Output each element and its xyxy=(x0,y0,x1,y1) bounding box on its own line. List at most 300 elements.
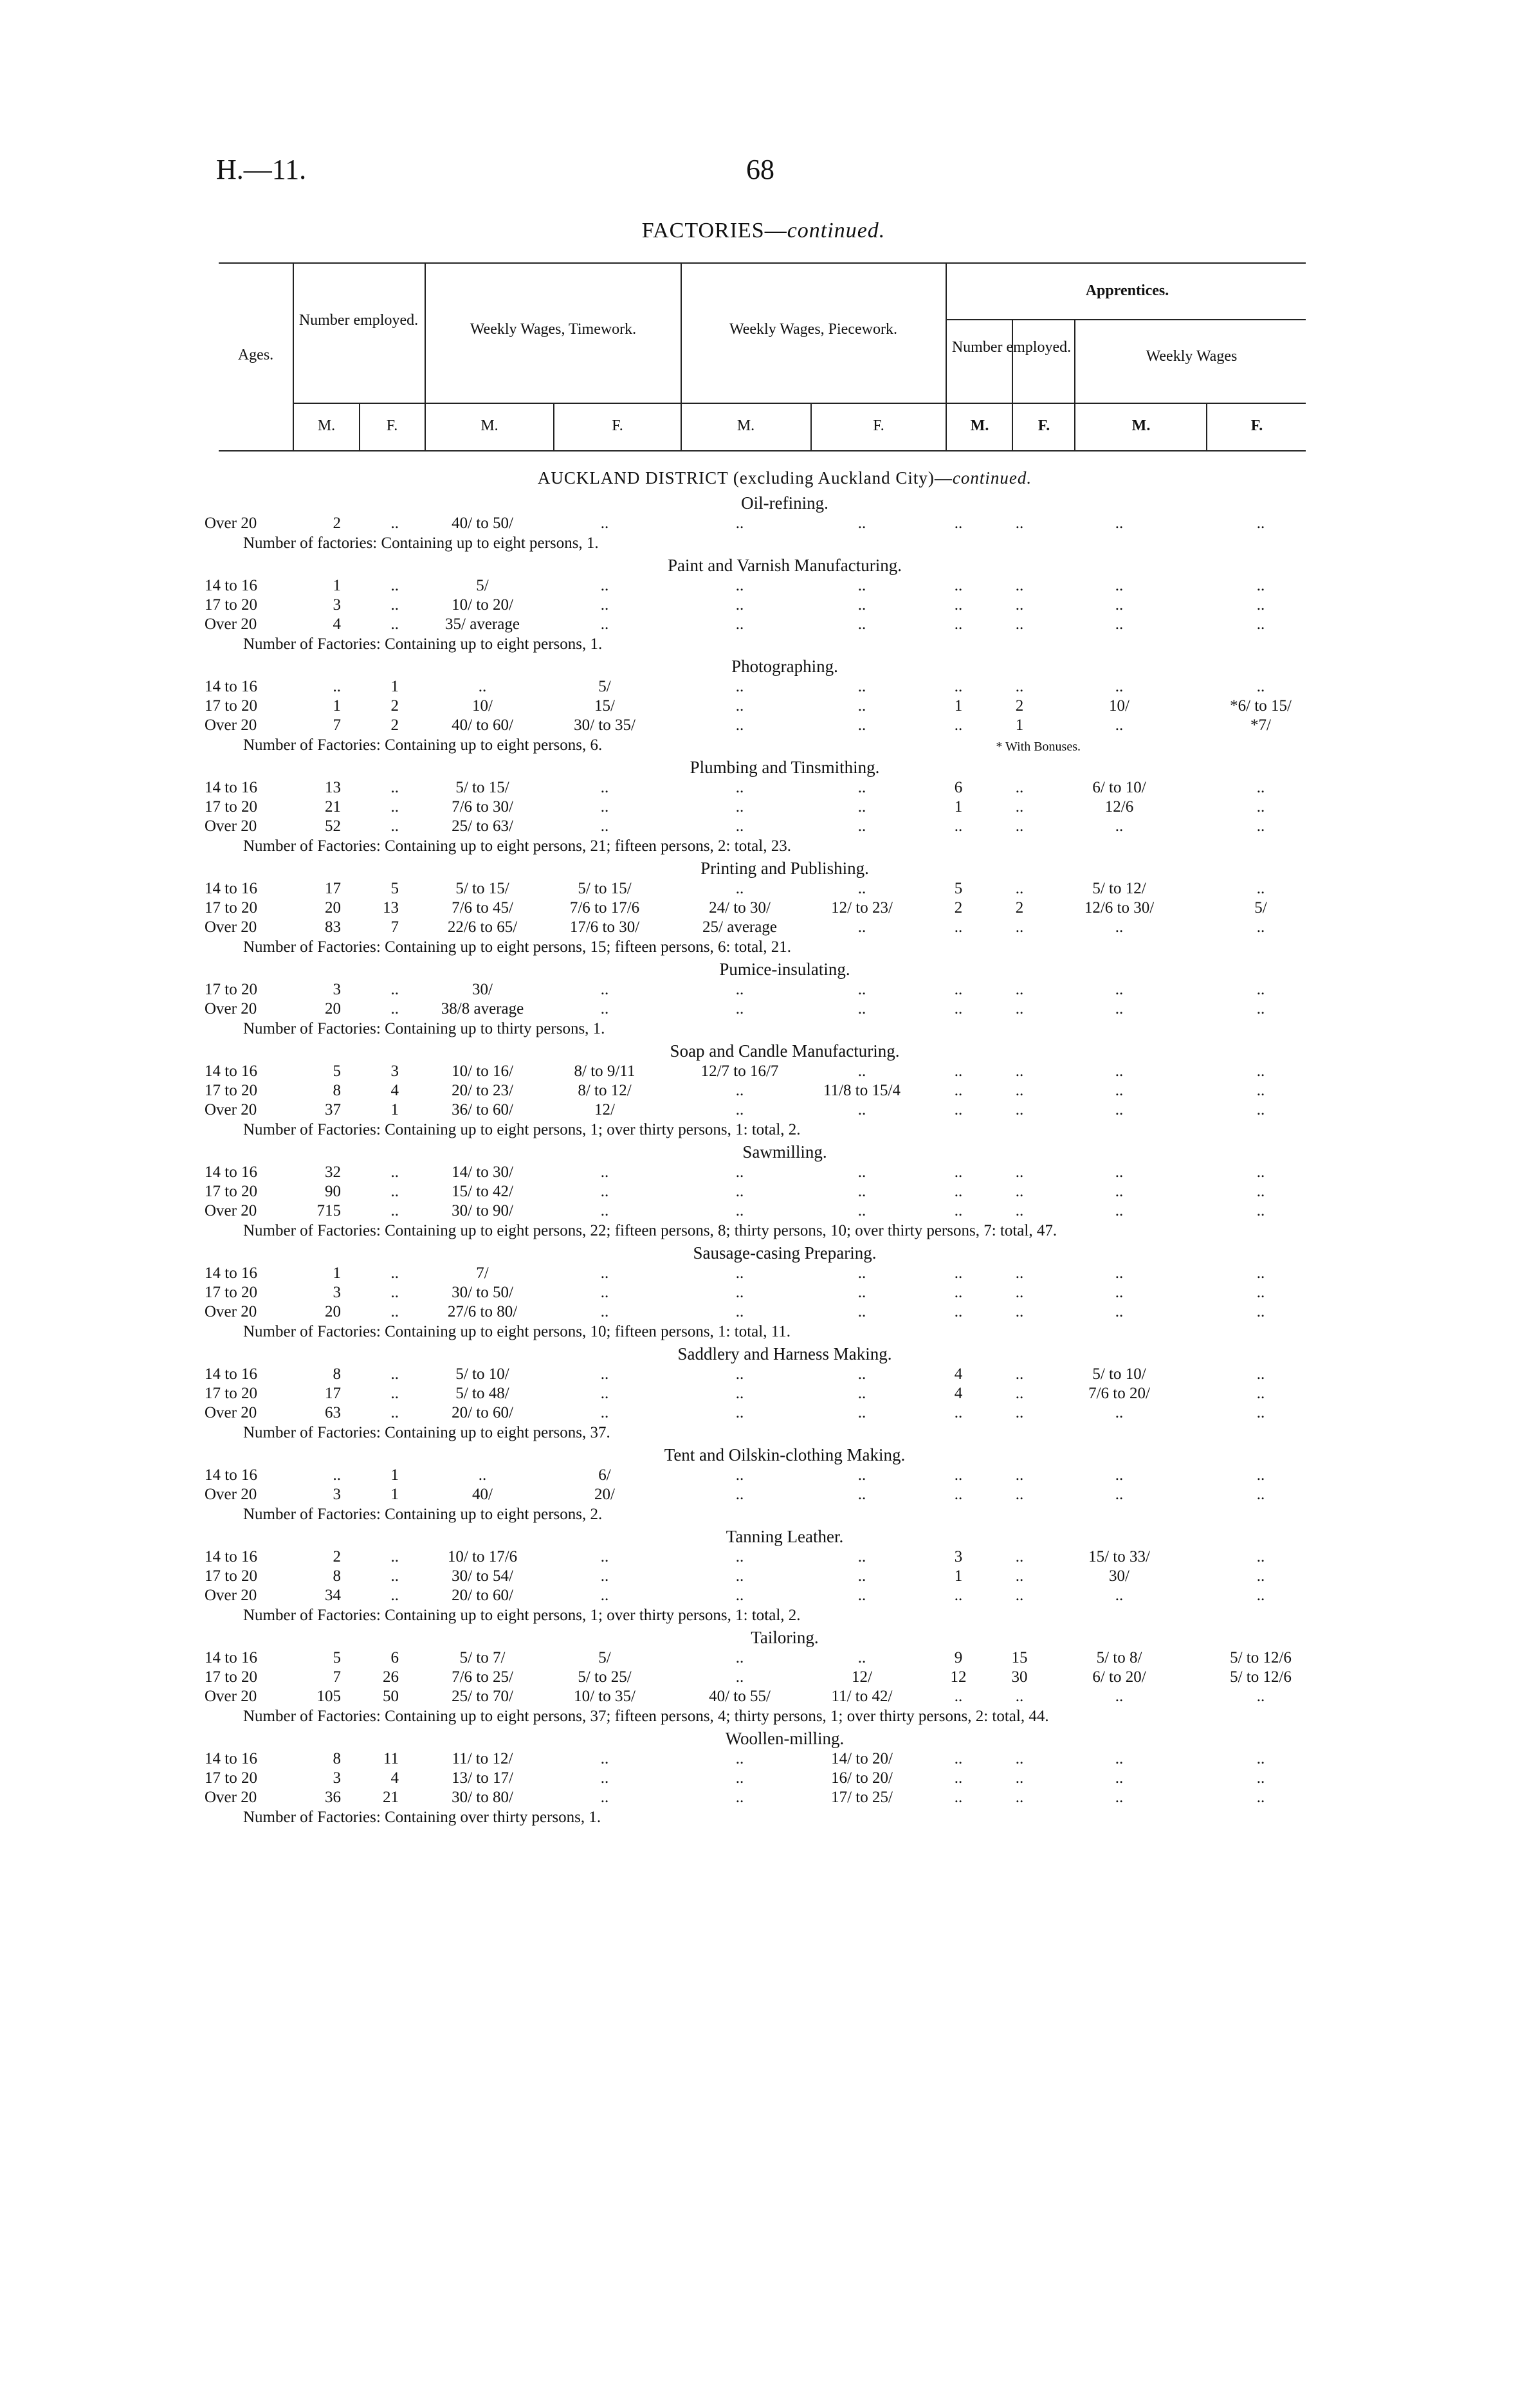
cell-piecework-f: .. xyxy=(857,1264,866,1282)
cell-number-f: 4 xyxy=(390,1769,399,1787)
cell-piecework-m: .. xyxy=(735,1284,744,1301)
cell-timework-f: 5/ xyxy=(598,1649,611,1666)
cell-apprentice-wages-f: .. xyxy=(1256,515,1265,532)
cell-apprentice-wages-m: .. xyxy=(1115,577,1124,594)
factory-count-note: Number of Factories: Containing up to eight persons, 1; over thirty persons, 1: total, 2. xyxy=(243,1121,801,1138)
cell-apprentice-wages-m: 6/ to 20/ xyxy=(1092,1668,1146,1686)
factory-count-note: Number of Factories: Containing up to eight persons, 6. xyxy=(243,736,603,754)
cell-piecework-m: .. xyxy=(735,1649,744,1666)
cell-apprentice-wages-m: .. xyxy=(1115,1466,1124,1484)
cell-number-m: 2 xyxy=(333,515,341,532)
cell-age: 14 to 16 xyxy=(205,577,257,594)
cell-apprentice-number-m: .. xyxy=(954,981,963,998)
cell-timework-m: 30/ xyxy=(472,981,493,998)
cell-age: 14 to 16 xyxy=(205,1163,257,1181)
factory-count-note: Number of Factories: Containing up to eight persons, 37. xyxy=(243,1424,610,1441)
col-f: F. xyxy=(386,417,398,434)
cell-piecework-f: .. xyxy=(857,1567,866,1585)
cell-piecework-m: 25/ average xyxy=(702,918,777,936)
document-reference: H.—11. xyxy=(216,154,307,185)
cell-apprentice-wages-f: .. xyxy=(1256,817,1265,835)
cell-piecework-f: 12/ xyxy=(852,1668,872,1686)
table-row xyxy=(193,779,1325,798)
cell-apprentice-number-m: .. xyxy=(954,515,963,532)
cell-piecework-m: .. xyxy=(735,1486,744,1503)
cell-timework-f: .. xyxy=(600,1548,609,1565)
cell-number-m: 36 xyxy=(325,1789,341,1806)
cell-apprentice-number-f: .. xyxy=(1015,1789,1024,1806)
cell-piecework-m: .. xyxy=(735,1466,744,1484)
col-appr-wages: Weekly Wages xyxy=(1146,348,1238,365)
cell-apprentice-wages-m: 30/ xyxy=(1109,1567,1129,1585)
table-row xyxy=(193,899,1325,918)
cell-number-m: 17 xyxy=(325,1385,341,1402)
cell-apprentice-number-m: .. xyxy=(954,1163,963,1181)
cell-apprentice-number-m: 5 xyxy=(954,880,963,897)
cell-number-m: 20 xyxy=(325,899,341,917)
cell-number-m: 8 xyxy=(333,1365,341,1383)
cell-apprentice-number-m: .. xyxy=(954,1404,963,1421)
cell-apprentice-number-f: .. xyxy=(1015,1063,1024,1080)
cell-apprentice-number-m: 4 xyxy=(954,1365,963,1383)
cell-number-f: 1 xyxy=(390,678,399,695)
cell-timework-m: 11/ to 12/ xyxy=(452,1750,513,1767)
cell-timework-m: 7/6 to 30/ xyxy=(452,798,513,816)
cell-apprentice-wages-m: .. xyxy=(1115,1202,1124,1219)
col-weekly-piece: Weekly Wages, Piecework. xyxy=(729,321,897,338)
cell-timework-m: 5/ to 15/ xyxy=(455,779,509,796)
cell-age: 17 to 20 xyxy=(205,1183,257,1200)
cell-apprentice-number-m: .. xyxy=(954,1284,963,1301)
cell-age: Over 20 xyxy=(205,716,257,734)
cell-apprentice-number-f: .. xyxy=(1015,817,1024,835)
cell-apprentice-number-m: .. xyxy=(954,616,963,633)
cell-apprentice-number-f: .. xyxy=(1015,1466,1024,1484)
cell-number-f: .. xyxy=(390,817,399,835)
cell-piecework-m: .. xyxy=(735,1000,744,1017)
cell-number-f: .. xyxy=(390,1202,399,1219)
factory-count-note: Number of Factories: Containing up to eight persons, 10; fifteen persons, 1: total, 11. xyxy=(243,1323,791,1340)
cell-apprentice-wages-f: .. xyxy=(1256,1466,1265,1484)
cell-number-m: 8 xyxy=(333,1082,341,1099)
cell-age: 17 to 20 xyxy=(205,596,257,614)
cell-apprentice-wages-f: .. xyxy=(1256,798,1265,816)
cell-piecework-m: .. xyxy=(735,1183,744,1200)
cell-timework-m: 7/6 to 25/ xyxy=(452,1668,513,1686)
cell-apprentice-wages-m: 6/ to 10/ xyxy=(1092,779,1146,796)
cell-number-f: .. xyxy=(390,1303,399,1320)
cell-number-m: 21 xyxy=(325,798,341,816)
cell-apprentice-wages-f: .. xyxy=(1256,1063,1265,1080)
table-row xyxy=(193,577,1325,596)
industry-title: Saddlery and Harness Making. xyxy=(677,1344,892,1364)
cell-number-f: .. xyxy=(390,616,399,633)
cell-piecework-m: .. xyxy=(735,1101,744,1118)
cell-number-f: .. xyxy=(390,515,399,532)
cell-apprentice-number-m: .. xyxy=(954,1486,963,1503)
table-row xyxy=(193,1548,1325,1567)
cell-timework-m: .. xyxy=(478,678,487,695)
cell-age: Over 20 xyxy=(205,1303,257,1320)
cell-number-f: 2 xyxy=(390,697,399,715)
factory-count-note: Number of Factories: Containing up to eight persons, 1. xyxy=(243,635,603,653)
cell-timework-f: .. xyxy=(600,1567,609,1585)
cell-timework-m: 20/ to 60/ xyxy=(452,1404,513,1421)
cell-apprentice-wages-m: .. xyxy=(1115,1101,1124,1118)
table-row xyxy=(193,817,1325,837)
cell-number-f: .. xyxy=(390,981,399,998)
cell-piecework-m: .. xyxy=(735,1303,744,1320)
cell-timework-m: .. xyxy=(478,1466,487,1484)
cell-number-f: .. xyxy=(390,1183,399,1200)
cell-piecework-f: .. xyxy=(857,779,866,796)
cell-number-m: 37 xyxy=(325,1101,341,1118)
cell-timework-f: 8/ to 12/ xyxy=(578,1082,632,1099)
cell-apprentice-number-f: .. xyxy=(1015,1183,1024,1200)
cell-timework-m: 30/ to 90/ xyxy=(452,1202,513,1219)
table-row xyxy=(193,1101,1325,1120)
cell-apprentice-wages-m: 5/ to 12/ xyxy=(1092,880,1146,897)
column-header xyxy=(219,262,1306,454)
cell-apprentice-wages-m: .. xyxy=(1115,1082,1124,1099)
cell-apprentice-number-m: .. xyxy=(954,1769,963,1787)
cell-apprentice-wages-f: .. xyxy=(1256,616,1265,633)
district-heading-italic: continued. xyxy=(952,468,1032,488)
cell-apprentice-number-m: .. xyxy=(954,817,963,835)
cell-number-m: 34 xyxy=(325,1587,341,1604)
industry-section xyxy=(193,960,1325,1039)
cell-piecework-m: .. xyxy=(735,1769,744,1787)
cell-apprentice-wages-m: 5/ to 8/ xyxy=(1096,1649,1142,1666)
cell-number-m: 17 xyxy=(325,880,341,897)
cell-piecework-m: .. xyxy=(735,880,744,897)
cell-apprentice-wages-f: .. xyxy=(1256,981,1265,998)
cell-piecework-f: .. xyxy=(857,817,866,835)
cell-age: Over 20 xyxy=(205,1000,257,1017)
cell-number-f: .. xyxy=(390,1284,399,1301)
col-m: M. xyxy=(480,417,498,434)
cell-timework-m: 5/ to 15/ xyxy=(455,880,509,897)
cell-piecework-m: .. xyxy=(735,798,744,816)
col-m: M. xyxy=(970,417,989,434)
cell-number-f: 3 xyxy=(390,1063,399,1080)
cell-apprentice-wages-m: .. xyxy=(1115,616,1124,633)
cell-apprentice-wages-f: .. xyxy=(1256,1385,1265,1402)
cell-timework-f: .. xyxy=(600,1385,609,1402)
table-row xyxy=(193,678,1325,697)
table-row xyxy=(193,1668,1325,1688)
col-f: F. xyxy=(612,417,623,434)
cell-piecework-m: .. xyxy=(735,716,744,734)
cell-timework-f: 8/ to 9/11 xyxy=(574,1063,635,1080)
cell-piecework-f: .. xyxy=(857,880,866,897)
industry-title: Printing and Publishing. xyxy=(700,859,869,878)
cell-apprentice-wages-f: .. xyxy=(1256,918,1265,936)
cell-number-m: 5 xyxy=(333,1649,341,1666)
cell-piecework-f: .. xyxy=(857,1183,866,1200)
col-weekly-time: Weekly Wages, Timework. xyxy=(470,321,637,338)
cell-apprentice-number-m: .. xyxy=(954,1000,963,1017)
cell-apprentice-number-f: 2 xyxy=(1015,697,1024,715)
cell-apprentice-number-m: 12 xyxy=(950,1668,967,1686)
cell-number-m: 5 xyxy=(333,1063,341,1080)
factory-count-note: Number of Factories: Containing up to eight persons, 15; fifteen persons, 6: total, 21. xyxy=(243,938,791,956)
factory-count-note: Number of Factories: Containing up to eight persons, 2. xyxy=(243,1506,603,1523)
factory-count-note: Number of factories: Containing up to eight persons, 1. xyxy=(243,534,599,552)
cell-timework-f: .. xyxy=(600,1284,609,1301)
cell-piecework-f: 17/ to 25/ xyxy=(831,1789,893,1806)
cell-apprentice-wages-f: .. xyxy=(1256,678,1265,695)
cell-piecework-m: .. xyxy=(735,678,744,695)
cell-apprentice-wages-m: .. xyxy=(1115,1063,1124,1080)
cell-number-m: 7 xyxy=(333,1668,341,1686)
cell-age: Over 20 xyxy=(205,1587,257,1604)
cell-apprentice-wages-m: .. xyxy=(1115,1587,1124,1604)
cell-timework-m: 10/ to 20/ xyxy=(452,596,513,614)
col-apprentices: Apprentices. xyxy=(1085,282,1169,299)
cell-apprentice-wages-f: .. xyxy=(1256,1769,1265,1787)
cell-age: 14 to 16 xyxy=(205,1365,257,1383)
table-row xyxy=(193,1567,1325,1587)
industry-title: Sawmilling. xyxy=(742,1142,827,1162)
cell-age: 17 to 20 xyxy=(205,1567,257,1585)
cell-age: 17 to 20 xyxy=(205,1082,257,1099)
cell-apprentice-wages-f: .. xyxy=(1256,1163,1265,1181)
cell-apprentice-number-m: .. xyxy=(954,1688,963,1705)
cell-apprentice-number-f: .. xyxy=(1015,678,1024,695)
cell-number-f: .. xyxy=(390,577,399,594)
industry-section xyxy=(193,1527,1325,1625)
table-row xyxy=(193,880,1325,899)
cell-piecework-m: .. xyxy=(735,1750,744,1767)
industry-section xyxy=(193,859,1325,957)
cell-timework-m: 15/ to 42/ xyxy=(452,1183,513,1200)
cell-number-m: 3 xyxy=(333,1769,341,1787)
industry-title: Soap and Candle Manufacturing. xyxy=(670,1041,900,1061)
cell-piecework-f: .. xyxy=(857,678,866,695)
cell-apprentice-wages-m: 10/ xyxy=(1109,697,1129,715)
cell-piecework-m: .. xyxy=(735,981,744,998)
cell-age: Over 20 xyxy=(205,515,257,532)
table-row xyxy=(193,1082,1325,1101)
industry-section xyxy=(193,1243,1325,1342)
cell-piecework-f: .. xyxy=(857,716,866,734)
industry-sections xyxy=(193,493,1325,1827)
cell-timework-f: .. xyxy=(600,1404,609,1421)
cell-timework-m: 40/ to 60/ xyxy=(452,716,513,734)
cell-timework-m: 5/ to 10/ xyxy=(455,1365,509,1383)
cell-apprentice-number-m: 1 xyxy=(954,697,963,715)
cell-number-f: .. xyxy=(390,596,399,614)
cell-age: 14 to 16 xyxy=(205,779,257,796)
cell-apprentice-number-f: .. xyxy=(1015,779,1024,796)
industry-title: Oil-refining. xyxy=(741,493,828,513)
cell-timework-m: 10/ to 17/6 xyxy=(447,1548,518,1565)
cell-apprentice-wages-m: .. xyxy=(1115,1789,1124,1806)
cell-age: Over 20 xyxy=(205,1404,257,1421)
cell-number-m: 1 xyxy=(333,577,341,594)
cell-apprentice-number-m: .. xyxy=(954,577,963,594)
cell-timework-f: 5/ to 15/ xyxy=(578,880,632,897)
cell-piecework-m: .. xyxy=(735,515,744,532)
industry-section xyxy=(193,1445,1325,1524)
cell-timework-m: 35/ average xyxy=(445,616,520,633)
cell-number-m: 4 xyxy=(333,616,341,633)
cell-piecework-f: .. xyxy=(857,1303,866,1320)
cell-apprentice-number-m: 4 xyxy=(954,1385,963,1402)
cell-number-m: 715 xyxy=(316,1202,341,1219)
cell-apprentice-wages-m: 12/6 xyxy=(1104,798,1134,816)
cell-age: 14 to 16 xyxy=(205,1466,257,1484)
cell-apprentice-number-f: .. xyxy=(1015,577,1024,594)
cell-apprentice-number-f: .. xyxy=(1015,1486,1024,1503)
cell-apprentice-number-m: .. xyxy=(954,1303,963,1320)
cell-timework-m: 22/6 to 65/ xyxy=(447,918,518,936)
table-row xyxy=(193,1789,1325,1808)
cell-apprentice-number-f: .. xyxy=(1015,1082,1024,1099)
cell-apprentice-number-f: .. xyxy=(1015,1404,1024,1421)
cell-number-f: .. xyxy=(390,1567,399,1585)
cell-apprentice-number-f: .. xyxy=(1015,1303,1024,1320)
cell-number-m: .. xyxy=(333,1466,341,1484)
cell-apprentice-number-m: .. xyxy=(954,678,963,695)
cell-timework-f: .. xyxy=(600,779,609,796)
factory-count-note: Number of Factories: Containing up to eight persons, 22; fifteen persons, 8; thirty persons, 10; over thirty persons, 7: total, 47. xyxy=(243,1222,1057,1239)
cell-piecework-m: .. xyxy=(735,1404,744,1421)
industry-section xyxy=(193,1729,1325,1827)
cell-apprentice-number-m: .. xyxy=(954,716,963,734)
cell-timework-f: .. xyxy=(600,1202,609,1219)
cell-number-m: 1 xyxy=(333,697,341,715)
cell-timework-f: 7/6 to 17/6 xyxy=(569,899,640,917)
cell-timework-f: .. xyxy=(600,577,609,594)
cell-piecework-f: .. xyxy=(857,577,866,594)
cell-timework-m: 30/ to 50/ xyxy=(452,1284,513,1301)
table-row xyxy=(193,596,1325,616)
industry-title: Pumice-insulating. xyxy=(719,960,850,979)
cell-apprentice-wages-m: .. xyxy=(1115,1486,1124,1503)
factory-count-note: Number of Factories: Containing up to eight persons, 21; fifteen persons, 2: total, 23. xyxy=(243,837,791,855)
cell-piecework-f: .. xyxy=(857,1587,866,1604)
cell-apprentice-number-m: .. xyxy=(954,596,963,614)
cell-apprentice-number-f: .. xyxy=(1015,1567,1024,1585)
district-heading xyxy=(244,468,1325,488)
cell-piecework-m: .. xyxy=(735,1163,744,1181)
cell-age: 17 to 20 xyxy=(205,798,257,816)
cell-apprentice-wages-f: .. xyxy=(1256,1486,1265,1503)
cell-timework-f: .. xyxy=(600,1587,609,1604)
cell-timework-f: 12/ xyxy=(594,1101,615,1118)
table-row xyxy=(193,1769,1325,1789)
cell-apprentice-wages-f: .. xyxy=(1256,1082,1265,1099)
cell-piecework-f: 11/8 to 15/4 xyxy=(823,1082,901,1099)
cell-apprentice-wages-f: .. xyxy=(1256,596,1265,614)
cell-apprentice-wages-f: .. xyxy=(1256,1183,1265,1200)
cell-age: 14 to 16 xyxy=(205,1264,257,1282)
cell-apprentice-number-m: .. xyxy=(954,1750,963,1767)
cell-timework-f: 5/ to 25/ xyxy=(578,1668,632,1686)
page-number: 68 xyxy=(746,154,774,185)
cell-age: Over 20 xyxy=(205,616,257,633)
cell-timework-m: 7/ xyxy=(476,1264,489,1282)
district-heading-main: AUCKLAND DISTRICT (excluding Auckland City)— xyxy=(537,468,953,488)
cell-piecework-f: .. xyxy=(857,616,866,633)
cell-apprentice-number-f: 2 xyxy=(1015,899,1024,917)
cell-number-f: 7 xyxy=(390,918,399,936)
cell-apprentice-number-m: 3 xyxy=(954,1548,963,1565)
cell-number-f: .. xyxy=(390,1548,399,1565)
cell-age: Over 20 xyxy=(205,1789,257,1806)
cell-apprentice-number-m: .. xyxy=(954,1202,963,1219)
cell-apprentice-number-f: .. xyxy=(1015,596,1024,614)
table-row xyxy=(193,1649,1325,1668)
cell-apprentice-number-m: .. xyxy=(954,1789,963,1806)
cell-apprentice-wages-f: .. xyxy=(1256,1264,1265,1282)
cell-piecework-f: .. xyxy=(857,798,866,816)
cell-timework-m: 30/ to 80/ xyxy=(452,1789,513,1806)
cell-apprentice-wages-f: .. xyxy=(1256,880,1265,897)
cell-timework-m: 5/ to 48/ xyxy=(455,1385,509,1402)
cell-apprentice-number-m: .. xyxy=(954,1082,963,1099)
cell-apprentice-number-f: .. xyxy=(1015,616,1024,633)
cell-piecework-f: .. xyxy=(857,1202,866,1219)
cell-piecework-m: 40/ to 55/ xyxy=(709,1688,771,1705)
industry-title: Paint and Varnish Manufacturing. xyxy=(668,556,902,575)
factory-count-note: Number of Factories: Containing up to thirty persons, 1. xyxy=(243,1020,605,1037)
cell-number-m: 3 xyxy=(333,596,341,614)
cell-age: 14 to 16 xyxy=(205,678,257,695)
cell-apprentice-wages-f: .. xyxy=(1256,1789,1265,1806)
cell-number-f: .. xyxy=(390,798,399,816)
cell-piecework-m: .. xyxy=(735,616,744,633)
cell-piecework-m: 12/7 to 16/7 xyxy=(700,1063,779,1080)
cell-piecework-f: .. xyxy=(857,596,866,614)
cell-timework-m: 27/6 to 80/ xyxy=(447,1303,518,1320)
cell-apprentice-number-m: 1 xyxy=(954,1567,963,1585)
cell-apprentice-number-f: .. xyxy=(1015,1101,1024,1118)
cell-apprentice-number-m: .. xyxy=(954,1101,963,1118)
col-m: M. xyxy=(736,417,755,434)
industry-section xyxy=(193,493,1325,553)
table-row xyxy=(193,1404,1325,1423)
cell-number-f: 5 xyxy=(390,880,399,897)
cell-piecework-m: .. xyxy=(735,1082,744,1099)
cell-apprentice-number-f: 30 xyxy=(1011,1668,1028,1686)
cell-apprentice-number-f: .. xyxy=(1015,1750,1024,1767)
cell-apprentice-wages-f: .. xyxy=(1256,1284,1265,1301)
cell-timework-f: .. xyxy=(600,1000,609,1017)
cell-timework-f: .. xyxy=(600,596,609,614)
cell-apprentice-wages-m: .. xyxy=(1115,716,1124,734)
cell-age: 14 to 16 xyxy=(205,1750,257,1767)
cell-age: Over 20 xyxy=(205,817,257,835)
table-row xyxy=(193,981,1325,1000)
cell-number-m: 8 xyxy=(333,1567,341,1585)
industry-title: Photographing. xyxy=(731,657,838,676)
cell-apprentice-number-f: .. xyxy=(1015,1385,1024,1402)
footnote: * With Bonuses. xyxy=(996,740,1081,754)
factory-count-note: Number of Factories: Containing over thirty persons, 1. xyxy=(243,1809,601,1826)
cell-number-m: .. xyxy=(333,678,341,695)
cell-timework-m: 7/6 to 45/ xyxy=(452,899,513,917)
page-title-main: FACTORIES— xyxy=(641,219,787,242)
cell-age: 14 to 16 xyxy=(205,1649,257,1666)
col-m: M. xyxy=(1131,417,1151,434)
cell-apprentice-number-m: 6 xyxy=(954,779,963,796)
table-row xyxy=(193,1486,1325,1505)
cell-number-m: 7 xyxy=(333,716,341,734)
cell-apprentice-number-f: .. xyxy=(1015,880,1024,897)
